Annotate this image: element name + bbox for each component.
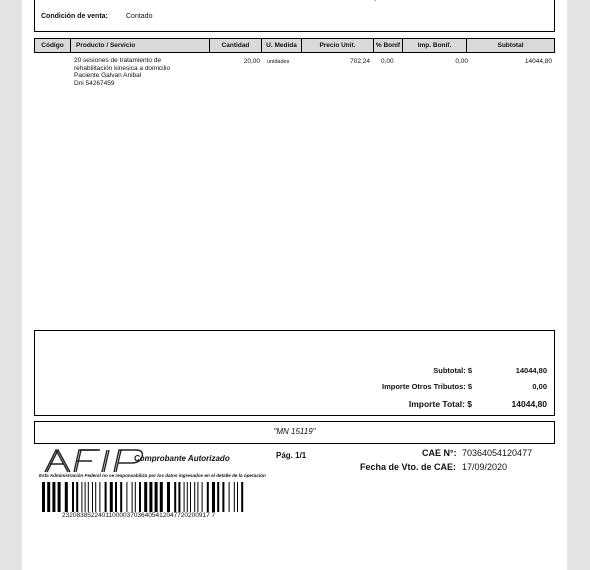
- producto-line-2: rehabilitación kinesica a domicilio: [74, 64, 171, 72]
- venta-label: Condición de venta:: [41, 13, 108, 20]
- subtotal-value: 14044,80: [515, 366, 547, 375]
- iva-label: [40, 0, 119, 1]
- header-info-box: [34, 0, 555, 32]
- total-label: Importe Total: $: [408, 399, 472, 409]
- iva-value: [142, 0, 197, 1]
- afip-logo: [42, 448, 146, 474]
- producto-line-4: Dni 54267459: [74, 79, 115, 87]
- subtotal-label: Subtotal: $: [433, 366, 472, 375]
- pagina: Pág. 1/1: [276, 451, 307, 460]
- barcode-number: 23208385224011000037036405412047720200917 7: [62, 512, 216, 519]
- th-unidad: U. Medida: [261, 38, 302, 53]
- barcode: [42, 482, 264, 512]
- otros-tributos-value: 0,00: [532, 382, 547, 391]
- domicilio-value: [345, 0, 418, 1]
- total-value: 14044,80: [511, 399, 547, 409]
- domicilio-label: [309, 0, 343, 1]
- note-text: "MN 15119": [273, 427, 316, 436]
- cae-value: 70364054120477: [462, 448, 533, 458]
- producto-line-1: 20 sesiones de tratamiento de: [74, 57, 162, 64]
- disclaimer: Esta Administración Federal no se responsabiliza por los datos ingresados en el detalle de la operación: [39, 473, 266, 478]
- venta-value: Contado: [126, 13, 153, 20]
- row-bonif-imp: 0,00: [455, 58, 468, 65]
- th-cantidad: Cantidad: [209, 38, 262, 53]
- th-subtotal: Subtotal: [466, 38, 555, 53]
- th-bonif-imp: Imp. Bonif.: [402, 38, 467, 53]
- invoice-page: [22, 0, 567, 570]
- vto-value: 17/09/2020: [462, 462, 508, 472]
- row-producto: [74, 57, 170, 87]
- row-subtotal: 14044,80: [524, 58, 552, 65]
- th-codigo: Código: [34, 38, 71, 53]
- vto-label: Fecha de Vto. de CAE:: [360, 462, 457, 472]
- row-cantidad: 20,00: [243, 58, 260, 65]
- otros-tributos-label: Importe Otros Tributos: $: [381, 382, 472, 391]
- comprobante-autorizado: Comprobante Autorizado: [134, 454, 230, 463]
- cae-label: CAE N°:: [422, 448, 457, 458]
- th-bonif-pct: % Bonif: [373, 38, 403, 53]
- producto-line-3: Paciente Galvan Anibal: [74, 72, 142, 79]
- row-bonif-pct: 0,00: [381, 58, 394, 65]
- th-producto: Producto / Servicio: [70, 38, 210, 53]
- th-precio: Precio Unit.: [301, 38, 374, 53]
- row-unidad: unidades: [267, 59, 290, 65]
- row-precio: 702,24: [350, 58, 370, 65]
- totals-box: [34, 330, 555, 416]
